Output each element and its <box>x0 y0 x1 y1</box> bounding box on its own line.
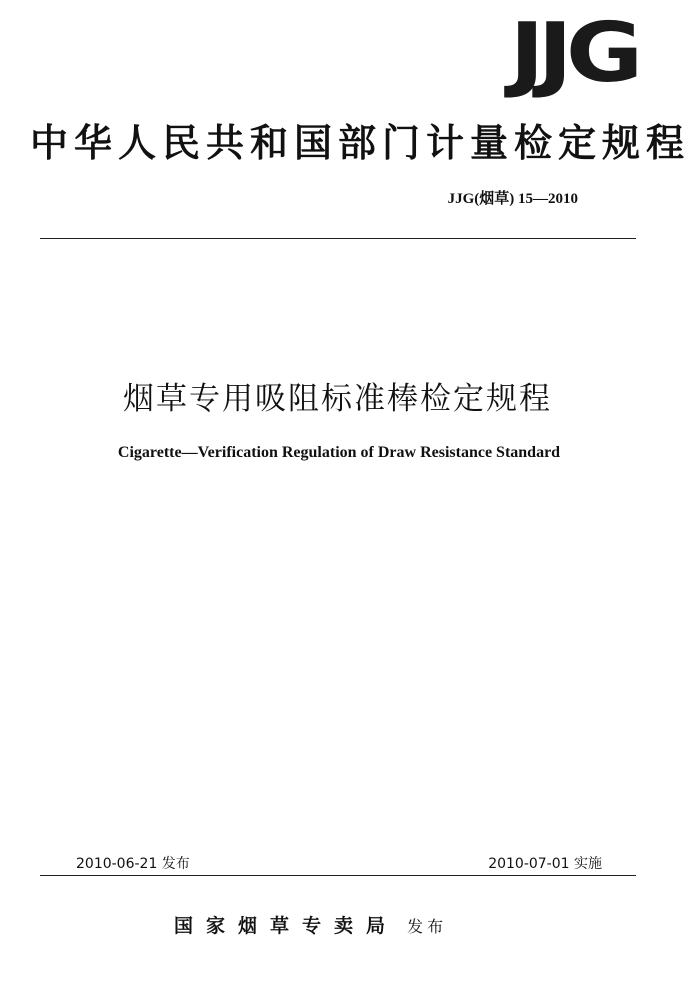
jjg-logo: JJG <box>509 6 636 101</box>
publisher-name: 国家烟草专卖局 <box>174 915 399 937</box>
issue-date: 2010-06-21 发布 <box>76 856 190 872</box>
document-title-chinese: 烟草专用吸阻标准棒检定规程 <box>123 381 552 417</box>
document-code: JJG(烟草) 15—2010 <box>447 191 578 207</box>
publisher-line <box>174 911 447 938</box>
document-title-english: Cigarette—Verification Regulation of Draw Resistance Standard <box>117 444 561 461</box>
bottom-divider <box>40 875 636 876</box>
effective-date: 2010-07-01 实施 <box>488 856 602 872</box>
publisher-action: 发布 <box>407 917 448 936</box>
top-divider <box>40 238 636 239</box>
series-title: 中华人民共和国部门计量检定规程 <box>30 120 691 165</box>
